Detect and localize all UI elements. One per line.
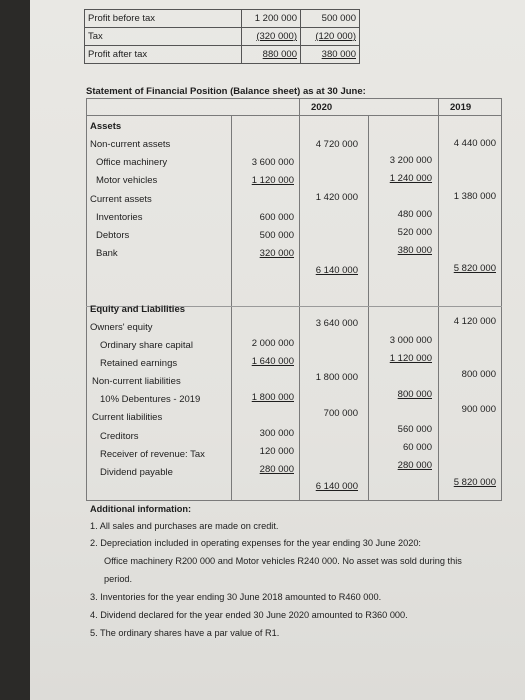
equity-liabilities-heading: Equity and Liabilities xyxy=(90,304,186,315)
additional-info-heading: Additional information: xyxy=(90,504,192,514)
value-2020: 1 200 000 xyxy=(242,10,301,28)
value-2020: (320 000) xyxy=(242,28,301,46)
grid-line xyxy=(438,98,439,500)
debentures-label: 10% Debentures - 2019 xyxy=(100,394,201,405)
total-eq-liab-2020: 6 140 000 xyxy=(315,481,358,492)
debentures-2020: 1 800 000 xyxy=(251,392,294,403)
debtors-label: Debtors xyxy=(96,230,130,241)
debentures-2019: 800 000 xyxy=(397,389,432,400)
share-capital-2019: 3 000 000 xyxy=(389,335,432,346)
share-capital-2020: 2 000 000 xyxy=(251,338,294,349)
retained-earnings-2020: 1 640 000 xyxy=(251,356,294,367)
revenue-tax-2019: 60 000 xyxy=(402,442,432,453)
info-item: Office machinery R200 000 and Motor vehicles R240 000. No asset was sold during this xyxy=(104,556,462,566)
info-item: 1. All sales and purchases are made on credit. xyxy=(90,521,279,531)
dividend-2020: 280 000 xyxy=(259,464,294,475)
nca-total-2019: 4 440 000 xyxy=(453,138,496,149)
grid-line xyxy=(368,115,369,500)
bank-2019: 380 000 xyxy=(397,245,432,256)
total-assets-2019: 5 820 000 xyxy=(453,263,496,274)
table-row xyxy=(85,28,360,46)
cl-label: Current liabilities xyxy=(92,412,163,423)
sfp-heading: Statement of Financial Position (Balance sheet) as at 30 June: xyxy=(86,86,366,97)
assets-heading: Assets xyxy=(90,121,122,132)
current-assets-label: Current assets xyxy=(90,194,152,205)
row-label: Tax xyxy=(85,28,242,46)
office-machinery-2020: 3 600 000 xyxy=(251,157,294,168)
ncl-total-2019: 800 000 xyxy=(461,369,496,380)
ncl-label: Non-current liabilities xyxy=(92,376,181,387)
info-item: 5. The ordinary shares have a par value of R1. xyxy=(90,628,280,638)
grid-line xyxy=(86,500,502,501)
value-2020: 880 000 xyxy=(242,46,301,64)
dividend-label: Dividend payable xyxy=(100,467,173,478)
value-2019: 500 000 xyxy=(301,10,360,28)
bank-label: Bank xyxy=(96,248,118,259)
oe-total-2019: 4 120 000 xyxy=(453,316,496,327)
total-eq-liab-2019: 5 820 000 xyxy=(453,477,496,488)
motor-vehicles-2020: 1 120 000 xyxy=(251,175,294,186)
share-capital-label: Ordinary share capital xyxy=(100,340,193,351)
info-item: 3. Inventories for the year ending 30 June 2018 amounted to R460 000. xyxy=(90,592,382,602)
revenue-tax-2020: 120 000 xyxy=(259,446,294,457)
ca-total-2019: 1 380 000 xyxy=(453,191,496,202)
oe-total-2020: 3 640 000 xyxy=(315,318,358,329)
office-machinery-label: Office machinery xyxy=(96,157,168,168)
table-row xyxy=(85,10,360,28)
bank-2020: 320 000 xyxy=(259,248,294,259)
value-2019: (120 000) xyxy=(301,28,360,46)
dividend-2019: 280 000 xyxy=(397,460,432,471)
debtors-2020: 500 000 xyxy=(259,230,294,241)
info-item: 2. Depreciation included in operating expenses for the year ending 30 June 2020: xyxy=(90,538,421,548)
grid-line xyxy=(86,115,502,116)
cl-total-2020: 700 000 xyxy=(323,408,358,419)
column-header-2020: 2020 xyxy=(311,102,333,113)
grid-line xyxy=(299,98,300,500)
ca-total-2020: 1 420 000 xyxy=(315,192,358,203)
value-2019: 380 000 xyxy=(301,46,360,64)
owners-equity-label: Owners' equity xyxy=(90,322,153,333)
retained-earnings-2019: 1 120 000 xyxy=(389,353,432,364)
cl-total-2019: 900 000 xyxy=(461,404,496,415)
non-current-assets-label: Non-current assets xyxy=(90,139,171,150)
retained-earnings-label: Retained earnings xyxy=(100,358,178,369)
info-item: period. xyxy=(104,574,133,584)
grid-line xyxy=(86,98,87,500)
inventories-label: Inventories xyxy=(96,212,143,223)
table-row xyxy=(85,46,360,64)
inventories-2020: 600 000 xyxy=(259,212,294,223)
nca-total-2020: 4 720 000 xyxy=(315,139,358,150)
office-machinery-2019: 3 200 000 xyxy=(389,155,432,166)
income-statement-table xyxy=(84,9,360,64)
creditors-2020: 300 000 xyxy=(259,428,294,439)
column-header-2019: 2019 xyxy=(450,102,472,113)
grid-line xyxy=(231,115,232,500)
motor-vehicles-2019: 1 240 000 xyxy=(389,173,432,184)
ncl-total-2020: 1 800 000 xyxy=(315,372,358,383)
inventories-2019: 480 000 xyxy=(397,209,432,220)
total-assets-2020: 6 140 000 xyxy=(315,265,358,276)
motor-vehicles-label: Motor vehicles xyxy=(96,175,158,186)
row-label: Profit before tax xyxy=(85,10,242,28)
creditors-2019: 560 000 xyxy=(397,424,432,435)
grid-line xyxy=(86,98,502,99)
row-label: Profit after tax xyxy=(85,46,242,64)
creditors-label: Creditors xyxy=(100,431,139,442)
debtors-2019: 520 000 xyxy=(397,227,432,238)
info-item: 4. Dividend declared for the year ended 30 June 2020 amounted to R360 000. xyxy=(90,610,408,620)
grid-line xyxy=(501,98,502,500)
revenue-tax-label: Receiver of revenue: Tax xyxy=(100,449,205,460)
